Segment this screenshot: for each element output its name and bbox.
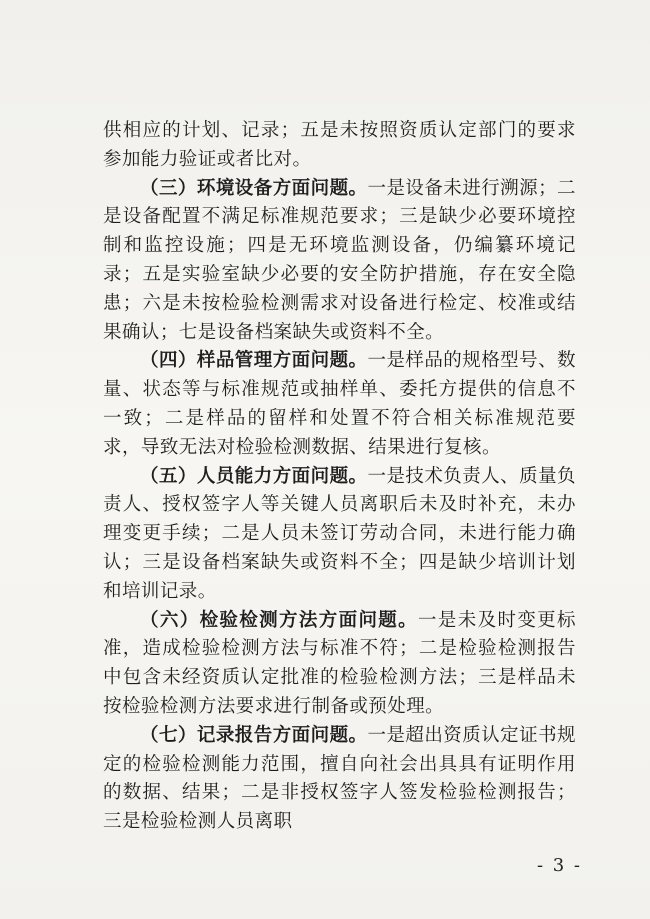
paragraph-personnel-ability: [103, 463, 576, 607]
paragraph-environment-equipment: [103, 175, 576, 348]
paragraph-text: 一是设备未进行溯源；二是设备配置不满足标准规范要求；三是缺少必要环境控制和监控设施；四是无环境监测设备，仍编纂环境记录；五是实验室缺少必要的安全防护措施，存在安全隐患；六是未按检验检测需求对设备进行检定、校准或结果确认；七是设备档案缺失或资料不全。: [103, 177, 576, 343]
paragraph-text: 一是超出资质认定证书规定的检验检测能力范围，擅自向社会出具具有证明作用的数据、结果；二是非授权签字人签发检验检测报告；三是检验检测人员离职: [103, 724, 576, 833]
section-heading-personnel-ability: （五）人员能力方面问题。: [140, 465, 368, 487]
section-heading-test-methods: （六）检验检测方法方面问题。: [140, 609, 419, 631]
paragraph-records-reports: [103, 722, 576, 837]
paragraph-text: 一是技术负责人、质量负责人、授权签字人等关键人员离职后未及时补充，未办理变更手续；二是人员未签订劳动合同，未进行能力确认；三是设备档案缺失或资料不全；四是缺少培训计划和培训记录。: [103, 465, 576, 602]
section-heading-sample-management: （四）样品管理方面问题。: [140, 350, 368, 372]
section-heading-environment-equipment: （三）环境设备方面问题。: [140, 177, 368, 199]
paragraph-continuation: [103, 117, 576, 175]
document-body: [103, 117, 576, 837]
paragraph-sample-management: [103, 347, 576, 462]
paragraph-test-methods: [103, 607, 576, 722]
paragraph-text: 一是未及时变更标准，造成检验检测方法与标准不符；二是检验检测报告中包含未经资质认定批准的检验检测方法；三是样品未按检验检测方法要求进行制备或预处理。: [103, 609, 576, 717]
paragraph-text: 一是样品的规格型号、数量、状态等与标准规范或抽样单、委托方提供的信息不一致；二是样品的留样和处置不符合相关标准规范要求，导致无法对检验检测数据、结果进行复核。: [103, 350, 576, 458]
section-heading-records-reports: （七）记录报告方面问题。: [140, 724, 368, 746]
page-number: - 3 -: [536, 855, 582, 876]
paragraph-text: 供相应的计划、记录；五是未按照资质认定部门的要求参加能力验证或者比对。: [103, 120, 576, 170]
